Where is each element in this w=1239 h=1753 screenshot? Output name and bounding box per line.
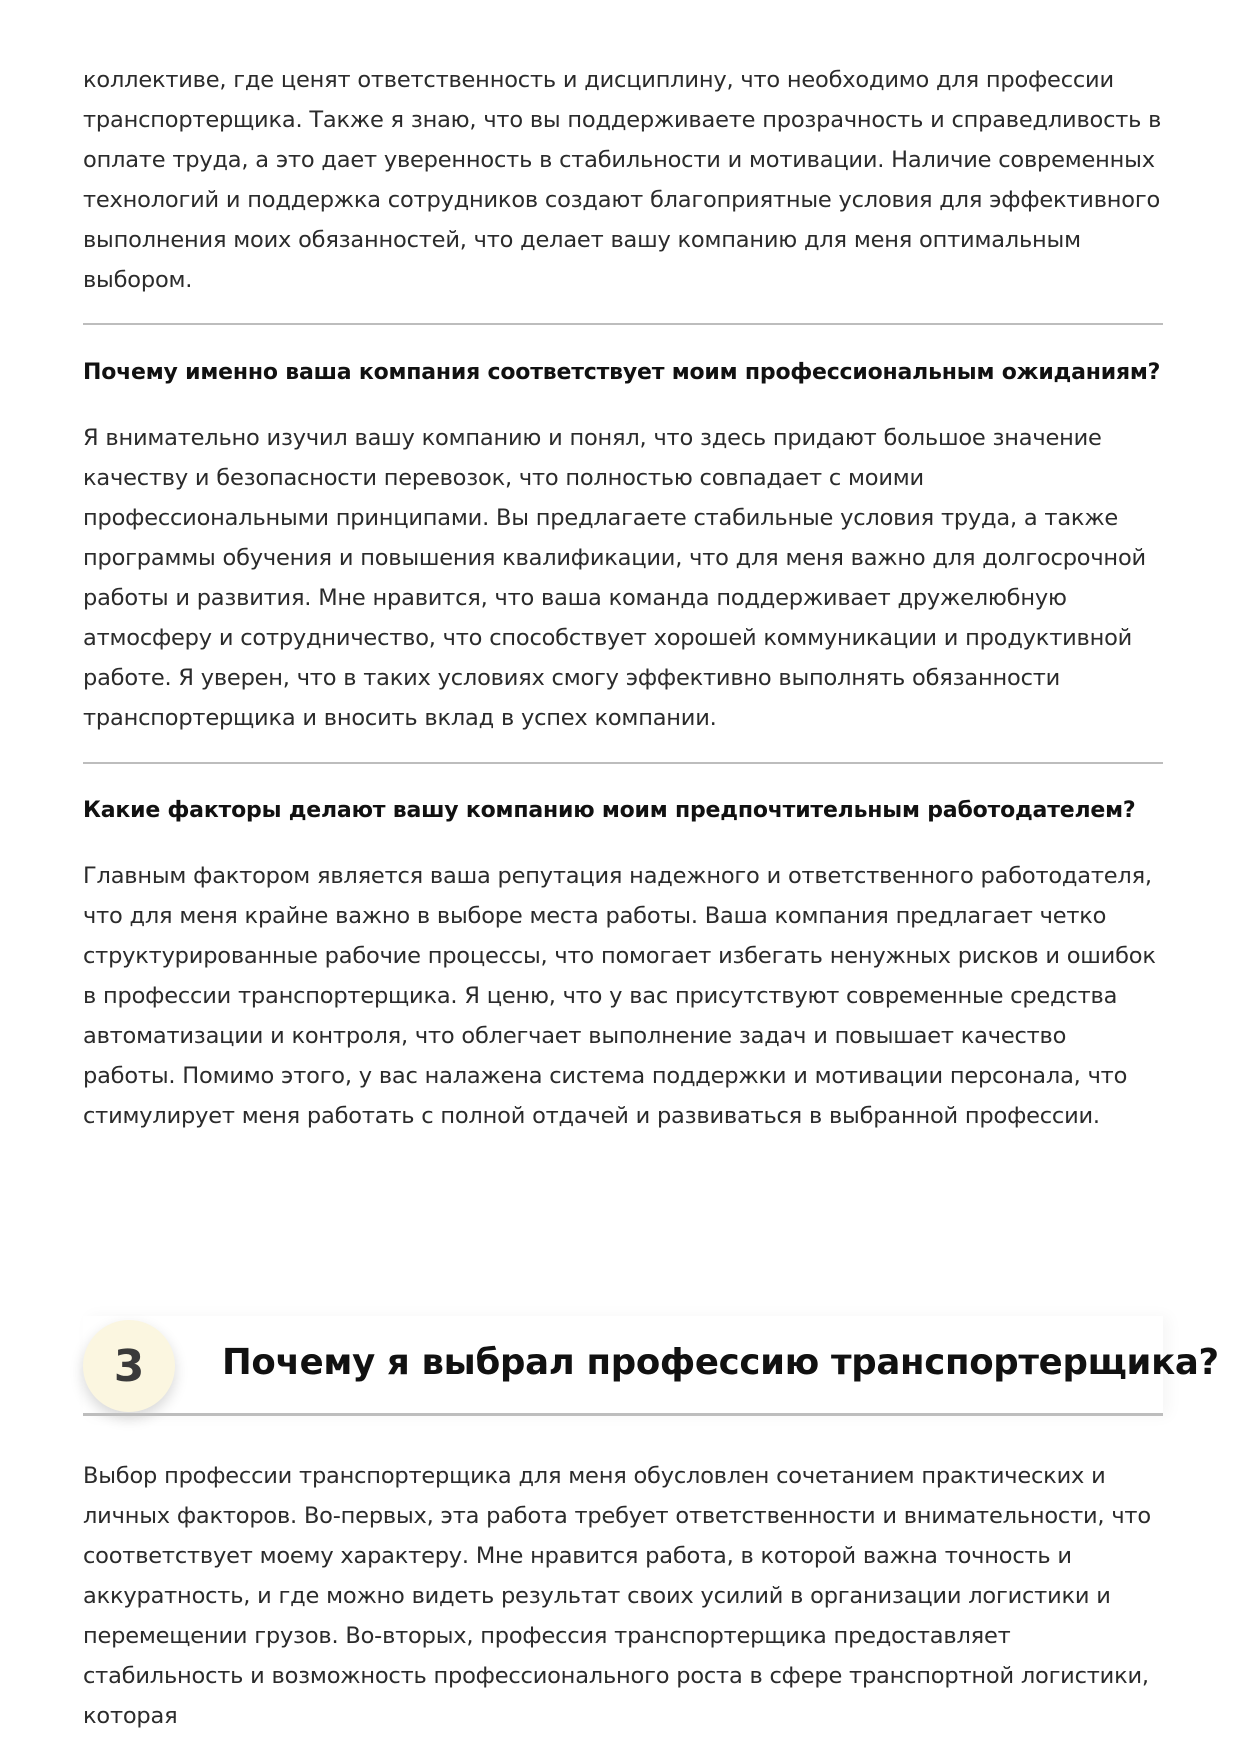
answer-block bbox=[83, 856, 1163, 1136]
section-paragraph: Выбор профессии транспортерщика для меня обусловлен сочетанием практических и личных факторов. Во-первых, эта работа требует ответственности и внимательности, что соответствует моему характеру. Мне нравится работа, в которой важна точность и аккуратность, и где можно видеть результат своих усилий в организации логистики и перемещении грузов. Во-вторых, профессия транспортерщика предоставляет стабильность и возможность профессионального роста в сфере транспортной логистики, которая bbox=[83, 1463, 1151, 1729]
divider bbox=[83, 323, 1163, 325]
section-header bbox=[83, 1316, 1219, 1416]
section-body bbox=[83, 1456, 1163, 1736]
answer-paragraph: Я внимательно изучил вашу компанию и понял, что здесь придают большое значение качеству и безопасности перевозок, что полностью совпадает с моими профессиональными принципами. Вы предлагаете стабильные условия труда, а также программы обучения и повышения квалификации, что для меня важно для долгосрочной работы и развития. Мне нравится, что ваша команда поддерживает дружелюбную атмосферу и сотрудничество, что способствует хорошей коммуникации и продуктивной работе. Я уверен, что в таких условиях смогу эффективно выполнять обязанности транспортерщика и вносить вклад в успех компании. bbox=[83, 425, 1146, 731]
section-number-badge: 3 bbox=[83, 1320, 175, 1412]
intro-block bbox=[83, 60, 1163, 300]
question-heading: Почему именно ваша компания соответствует моим профессиональным ожиданиям? bbox=[83, 360, 1161, 385]
answer-block bbox=[83, 418, 1163, 738]
intro-paragraph: коллективе, где ценят ответственность и дисциплину, что необходимо для профессии транспортерщика. Также я знаю, что вы поддерживаете прозрачность и справедливость в оплате труда, а это дает уверенность в стабильности и мотивации. Наличие современных технологий и поддержка сотрудников создают благоприятные условия для эффективного выполнения моих обязанностей, что делает вашу компанию для меня оптимальным выбором. bbox=[83, 67, 1162, 293]
question-heading: Какие факторы делают вашу компанию моим предпочтительным работодателем? bbox=[83, 798, 1136, 823]
section-title: Почему я выбрал профессию транспортерщика? bbox=[222, 1342, 1219, 1383]
answer-paragraph: Главным фактором является ваша репутация надежного и ответственного работодателя, что для меня крайне важно в выборе места работы. Ваша компания предлагает четко структурированные рабочие процессы, что помогает избегать ненужных рисков и ошибок в профессии транспортерщика. Я ценю, что у вас присутствуют современные средства автоматизации и контроля, что облегчает выполнение задач и повышает качество работы. Помимо этого, у вас налажена система поддержки и мотивации персонала, что стимулирует меня работать с полной отдачей и развиваться в выбранной профессии. bbox=[83, 863, 1156, 1129]
divider bbox=[83, 762, 1163, 764]
section-divider bbox=[83, 1413, 1163, 1416]
